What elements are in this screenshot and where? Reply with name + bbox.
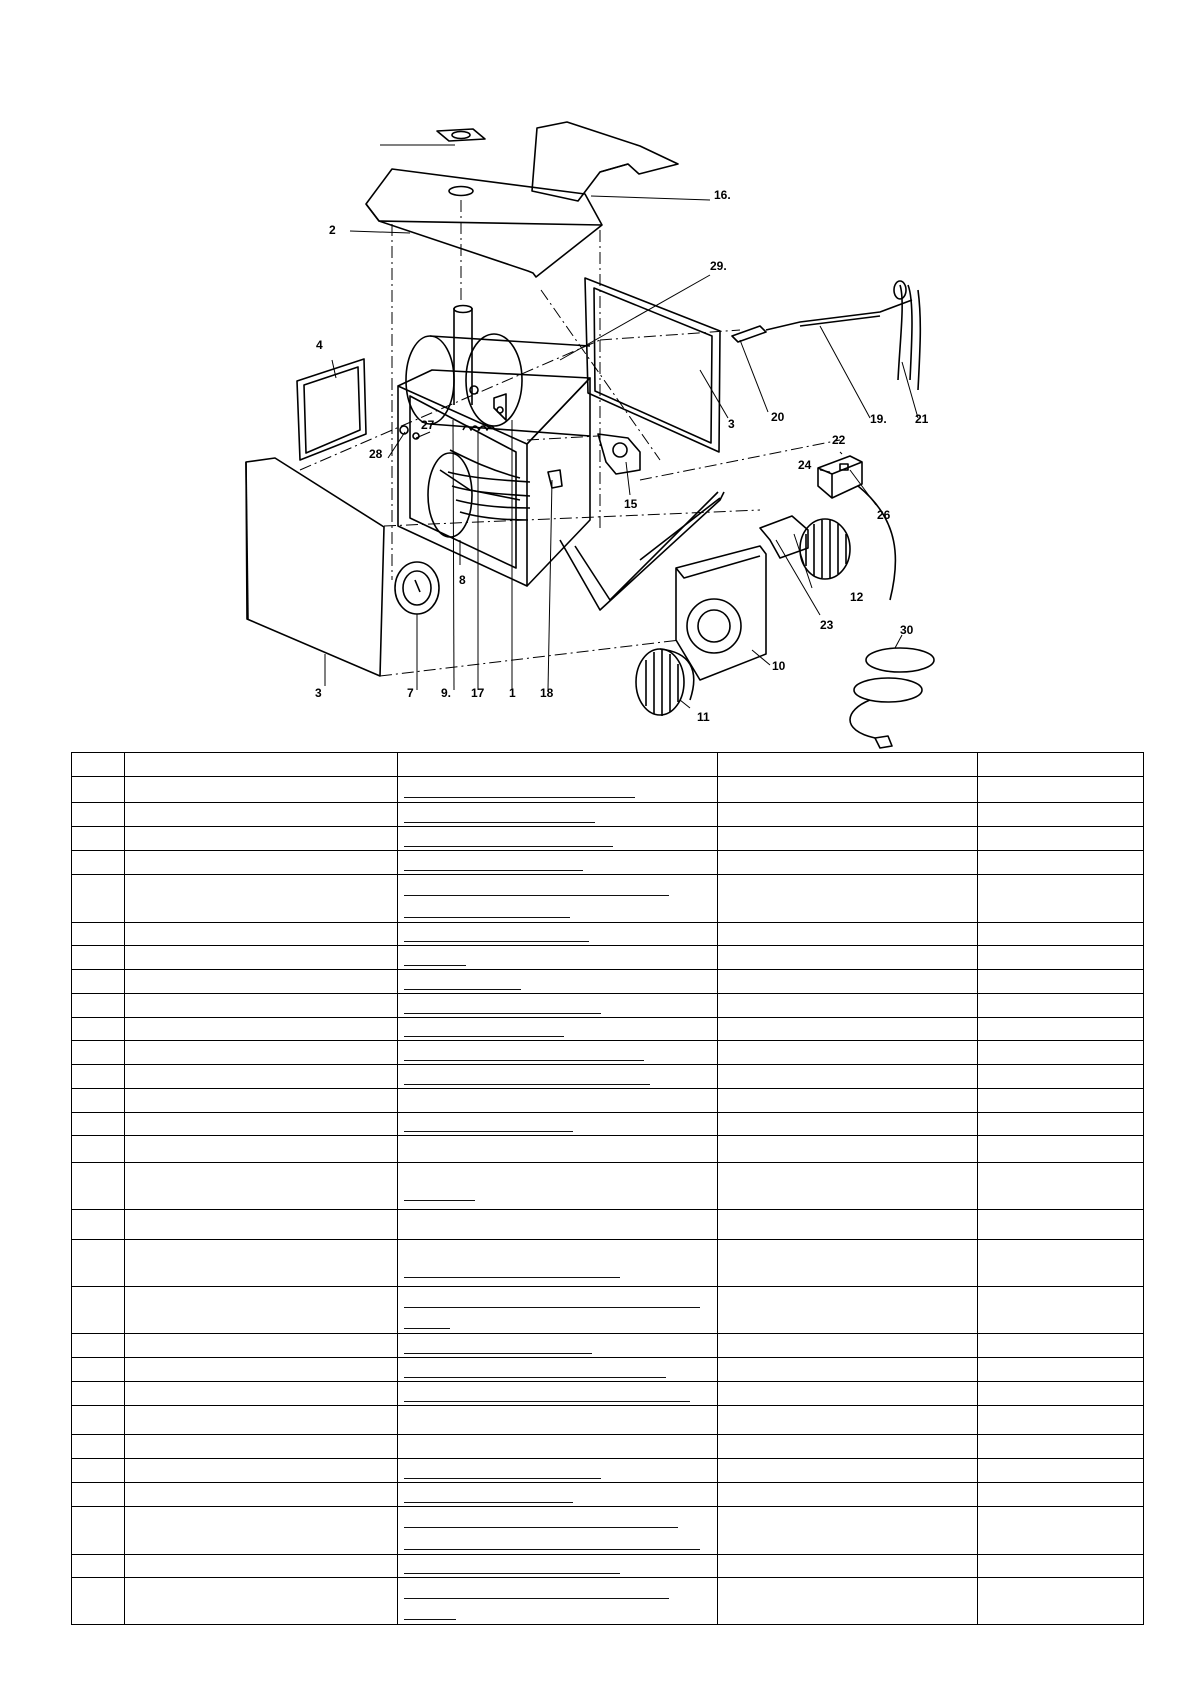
- table-row: [72, 1113, 1144, 1136]
- table-cell: [718, 1240, 978, 1287]
- table-cell: [978, 1136, 1144, 1163]
- combustion-chamber: [406, 334, 590, 537]
- underline-mark: [404, 1619, 456, 1620]
- table-cell: [72, 1065, 125, 1089]
- table-cell: [718, 1334, 978, 1358]
- underline-mark: [404, 1353, 592, 1354]
- table-cell: [72, 1406, 125, 1435]
- table-row: [72, 1334, 1144, 1358]
- underline-mark: [404, 1277, 620, 1278]
- callout-label: 8: [459, 573, 466, 587]
- table-cell: [398, 1113, 718, 1136]
- underline-mark: [404, 965, 466, 966]
- callout-label: 18: [540, 686, 554, 700]
- table-cell: [125, 851, 398, 875]
- table-row: [72, 1210, 1144, 1240]
- table-cell: [978, 923, 1144, 946]
- table-cell: [718, 777, 978, 803]
- table-row: [72, 875, 1144, 923]
- table-cell: [72, 1041, 125, 1065]
- table-cell: [72, 970, 125, 994]
- parts-list-table: [71, 752, 1144, 1625]
- table-cell: [72, 1507, 125, 1555]
- table-row: [72, 946, 1144, 970]
- table-cell: [125, 946, 398, 970]
- table-cell: [125, 777, 398, 803]
- table-cell: [125, 1382, 398, 1406]
- power-cable: [850, 486, 934, 748]
- table-cell: [125, 923, 398, 946]
- table-cell: [398, 1382, 718, 1406]
- callout-label: 1: [509, 686, 516, 700]
- table-cell: [72, 803, 125, 827]
- table-cell: [125, 1435, 398, 1459]
- table-header-row: [72, 753, 1144, 777]
- table-cell: [718, 1089, 978, 1113]
- table-cell: [72, 1435, 125, 1459]
- table-row: [72, 1089, 1144, 1113]
- table-cell: [718, 1382, 978, 1406]
- control-knob: [395, 562, 439, 614]
- callout-label: 26: [877, 508, 891, 522]
- table-cell: [398, 1018, 718, 1041]
- table-row: [72, 1136, 1144, 1163]
- table-cell: [398, 1578, 718, 1625]
- underline-mark: [404, 1549, 700, 1550]
- table-cell: [125, 1578, 398, 1625]
- table-cell: [398, 1210, 718, 1240]
- table-cell: [718, 1358, 978, 1382]
- table-cell: [718, 1435, 978, 1459]
- table-cell: [398, 851, 718, 875]
- table-cell: [72, 753, 125, 777]
- table-cell: [398, 1483, 718, 1507]
- table-cell: [978, 1507, 1144, 1555]
- callout-label: 16.: [714, 188, 731, 202]
- table-cell: [125, 1065, 398, 1089]
- callout-label: 21: [915, 412, 929, 426]
- underline-mark: [404, 917, 570, 918]
- callout-label: 27: [421, 418, 435, 432]
- table-cell: [718, 827, 978, 851]
- table-cell: [398, 970, 718, 994]
- table-cell: [718, 1018, 978, 1041]
- table-cell: [125, 994, 398, 1018]
- table-cell: [978, 1089, 1144, 1113]
- table-cell: [125, 1018, 398, 1041]
- thermostat-assembly: [732, 281, 920, 390]
- side-cover-panel: [532, 122, 678, 201]
- table-cell: [718, 1136, 978, 1163]
- table-cell: [718, 1210, 978, 1240]
- table-cell: [125, 875, 398, 923]
- underline-mark: [404, 1084, 650, 1085]
- table-cell: [718, 994, 978, 1018]
- table-cell: [72, 875, 125, 923]
- table-row: [72, 1483, 1144, 1507]
- table-cell: [398, 875, 718, 923]
- heat-exchanger-tube: [560, 492, 724, 610]
- underline-mark: [404, 1013, 601, 1014]
- table-cell: [125, 1287, 398, 1334]
- table-cell: [125, 1483, 398, 1507]
- table-cell: [978, 1018, 1144, 1041]
- table-cell: [718, 1406, 978, 1435]
- table-cell: [978, 1163, 1144, 1210]
- underline-mark: [404, 1377, 666, 1378]
- table-row: [72, 851, 1144, 875]
- table-cell: [718, 1041, 978, 1065]
- table-cell: [398, 946, 718, 970]
- table-cell: [978, 970, 1144, 994]
- table-cell: [978, 1041, 1144, 1065]
- burner: [598, 434, 640, 474]
- table-row: [72, 1163, 1144, 1210]
- callout-label: 15: [624, 497, 638, 511]
- underline-mark: [404, 1131, 573, 1132]
- underline-mark: [404, 989, 521, 990]
- underline-mark: [404, 797, 635, 798]
- underline-mark: [404, 1502, 573, 1503]
- table-cell: [978, 1578, 1144, 1625]
- table-cell: [718, 1163, 978, 1210]
- callout-label: 29.: [710, 259, 727, 273]
- table-cell: [125, 1041, 398, 1065]
- table-cell: [978, 1334, 1144, 1358]
- callout-label: 17: [471, 686, 485, 700]
- exploded-parts-diagram: [0, 0, 1190, 760]
- underline-mark: [404, 1307, 700, 1308]
- table-cell: [72, 1287, 125, 1334]
- table-cell: [398, 1334, 718, 1358]
- table-cell: [978, 1065, 1144, 1089]
- table-cell: [125, 753, 398, 777]
- table-cell: [398, 1459, 718, 1483]
- table-cell: [72, 923, 125, 946]
- table-row: [72, 1578, 1144, 1625]
- underline-mark: [404, 1401, 690, 1402]
- table-cell: [978, 1382, 1144, 1406]
- table-cell: [72, 946, 125, 970]
- fan-motor: [636, 649, 694, 716]
- table-cell: [978, 1240, 1144, 1287]
- table-cell: [398, 1435, 718, 1459]
- table-cell: [125, 803, 398, 827]
- table-cell: [125, 1113, 398, 1136]
- table-cell: [978, 946, 1144, 970]
- underline-mark: [404, 1527, 678, 1528]
- table-cell: [398, 1555, 718, 1578]
- table-cell: [398, 1287, 718, 1334]
- callout-label: 2: [329, 223, 336, 237]
- table-cell: [72, 994, 125, 1018]
- table-cell: [72, 1163, 125, 1210]
- table-cell: [125, 1136, 398, 1163]
- underline-mark: [404, 1060, 644, 1061]
- table-cell: [72, 1136, 125, 1163]
- table-cell: [978, 994, 1144, 1018]
- table-row: [72, 994, 1144, 1018]
- table-cell: [125, 970, 398, 994]
- table-row: [72, 777, 1144, 803]
- callout-label: 20: [771, 410, 785, 424]
- callout-label: 12: [850, 590, 864, 604]
- underline-mark: [404, 846, 613, 847]
- table-cell: [978, 1483, 1144, 1507]
- table-cell: [718, 946, 978, 970]
- table-cell: [125, 827, 398, 851]
- table-row: [72, 1287, 1144, 1334]
- table-row: [72, 1382, 1144, 1406]
- callout-label: 24: [798, 458, 812, 472]
- table-row: [72, 803, 1144, 827]
- table-cell: [398, 1041, 718, 1065]
- table-cell: [72, 827, 125, 851]
- table-cell: [125, 1089, 398, 1113]
- table-cell: [718, 753, 978, 777]
- underline-mark: [404, 1598, 669, 1599]
- table-cell: [978, 1555, 1144, 1578]
- igniter: [400, 386, 562, 488]
- table-row: [72, 1240, 1144, 1287]
- table-cell: [978, 1287, 1144, 1334]
- table-row: [72, 1041, 1144, 1065]
- table-cell: [125, 1358, 398, 1382]
- table-cell: [398, 1136, 718, 1163]
- table-cell: [72, 1555, 125, 1578]
- table-cell: [718, 1507, 978, 1555]
- small-gasket-panel: [297, 359, 366, 460]
- top-cover: [366, 169, 602, 277]
- table-cell: [978, 875, 1144, 923]
- table-cell: [718, 851, 978, 875]
- fan-housing: [676, 546, 766, 680]
- table-row: [72, 1459, 1144, 1483]
- underline-mark: [404, 822, 595, 823]
- table-cell: [398, 923, 718, 946]
- callout-label: 3: [728, 417, 735, 431]
- table-cell: [978, 1358, 1144, 1382]
- callout-label: 9.: [441, 686, 452, 700]
- underline-mark: [404, 1200, 475, 1201]
- table-cell: [978, 803, 1144, 827]
- table-cell: [72, 1018, 125, 1041]
- table-cell: [125, 1210, 398, 1240]
- assembly-lines: [300, 200, 840, 676]
- table-cell: [125, 1163, 398, 1210]
- callout-label: 28: [369, 447, 383, 461]
- table-cell: [125, 1459, 398, 1483]
- table-cell: [72, 1358, 125, 1382]
- back-gasket-panel: [585, 278, 720, 452]
- callout-label: 4: [316, 338, 323, 352]
- table-cell: [718, 803, 978, 827]
- table-cell: [72, 1334, 125, 1358]
- table-row: [72, 1435, 1144, 1459]
- table-cell: [978, 753, 1144, 777]
- underline-mark: [404, 1478, 601, 1479]
- table-cell: [72, 1578, 125, 1625]
- underline-mark: [404, 941, 589, 942]
- table-row: [72, 827, 1144, 851]
- table-cell: [718, 923, 978, 946]
- table-row: [72, 923, 1144, 946]
- table-cell: [978, 851, 1144, 875]
- callout-label: 19.: [870, 412, 887, 426]
- callout-label: 10: [772, 659, 786, 673]
- table-cell: [72, 1459, 125, 1483]
- table-cell: [125, 1555, 398, 1578]
- table-cell: [978, 1210, 1144, 1240]
- table-cell: [978, 1113, 1144, 1136]
- underline-mark: [404, 870, 583, 871]
- table-cell: [718, 875, 978, 923]
- table-cell: [72, 1210, 125, 1240]
- table-cell: [718, 1578, 978, 1625]
- table-row: [72, 1406, 1144, 1435]
- table-cell: [978, 827, 1144, 851]
- table-cell: [718, 1483, 978, 1507]
- table-cell: [398, 1089, 718, 1113]
- table-cell: [398, 777, 718, 803]
- front-panel: [246, 458, 384, 676]
- table-row: [72, 1507, 1144, 1555]
- table-cell: [125, 1240, 398, 1287]
- table-cell: [125, 1406, 398, 1435]
- underline-mark: [404, 895, 669, 896]
- table-cell: [718, 970, 978, 994]
- table-cell: [398, 1507, 718, 1555]
- table-row: [72, 1065, 1144, 1089]
- callout-label: 3: [315, 686, 322, 700]
- callout-label: 7: [407, 686, 414, 700]
- table-cell: [978, 777, 1144, 803]
- callout-label: 11: [697, 710, 710, 724]
- table-row: [72, 1555, 1144, 1578]
- callout-label: 23: [820, 618, 834, 632]
- table-cell: [72, 1240, 125, 1287]
- table-cell: [398, 753, 718, 777]
- table-cell: [718, 1459, 978, 1483]
- table-cell: [72, 777, 125, 803]
- table-cell: [398, 1406, 718, 1435]
- top-flange: [437, 129, 485, 141]
- table-cell: [398, 1240, 718, 1287]
- table-cell: [72, 1483, 125, 1507]
- table-cell: [978, 1459, 1144, 1483]
- table-cell: [72, 1113, 125, 1136]
- table-cell: [125, 1507, 398, 1555]
- table-cell: [398, 1065, 718, 1089]
- table-row: [72, 1018, 1144, 1041]
- table-cell: [398, 827, 718, 851]
- table-row: [72, 1358, 1144, 1382]
- callout-label: 30: [900, 623, 914, 637]
- table-cell: [72, 851, 125, 875]
- table-cell: [398, 1163, 718, 1210]
- table-cell: [718, 1555, 978, 1578]
- table-cell: [718, 1113, 978, 1136]
- table-cell: [125, 1334, 398, 1358]
- callout-label: 22: [832, 433, 846, 447]
- table-cell: [978, 1406, 1144, 1435]
- table-cell: [398, 1358, 718, 1382]
- table-cell: [398, 994, 718, 1018]
- underline-mark: [404, 1573, 620, 1574]
- underline-mark: [404, 1328, 450, 1329]
- table-cell: [72, 1382, 125, 1406]
- table-cell: [978, 1435, 1144, 1459]
- table-cell: [718, 1287, 978, 1334]
- table-cell: [718, 1065, 978, 1089]
- table-cell: [72, 1089, 125, 1113]
- table-row: [72, 970, 1144, 994]
- underline-mark: [404, 1036, 564, 1037]
- table-cell: [398, 803, 718, 827]
